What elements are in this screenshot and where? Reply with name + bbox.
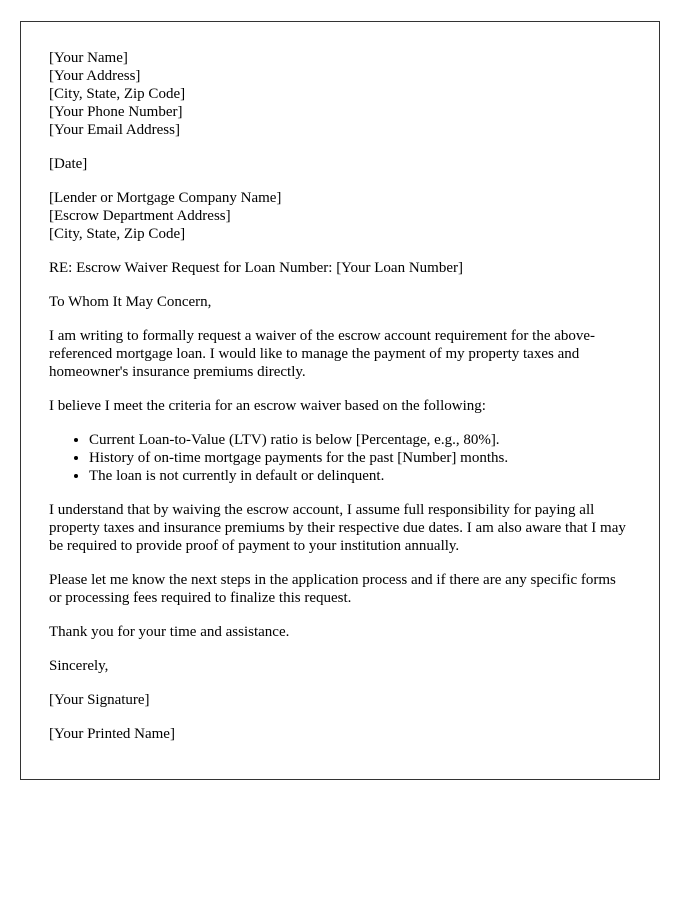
responsibility-paragraph: I understand that by waiving the escrow account, I assume full responsibility for paying all property taxes and insurance premiums by their respective due dates. I am also aware that I may be required to provide proof of payment to your institution annually. bbox=[49, 502, 626, 554]
recipient-name: [Lender or Mortgage Company Name] bbox=[49, 190, 282, 206]
sender-email: [Your Email Address] bbox=[49, 122, 180, 138]
sender-phone: [Your Phone Number] bbox=[49, 104, 183, 120]
letter-date: [Date] bbox=[49, 156, 88, 172]
criteria-item-payment-history: • History of on-time mortgage payments for the past [Number] months. bbox=[89, 449, 631, 467]
salutation: To Whom It May Concern, bbox=[49, 294, 212, 310]
subject-line: RE: Escrow Waiver Request for Loan Number: [Your Loan Number] bbox=[49, 260, 463, 276]
thanks-paragraph: Thank you for your time and assistance. bbox=[49, 624, 290, 640]
letter bbox=[20, 21, 660, 780]
criteria-intro-paragraph: I believe I meet the criteria for an escrow waiver based on the following: bbox=[49, 398, 486, 414]
sender-name: [Your Name] bbox=[49, 50, 128, 66]
sender-block bbox=[49, 49, 631, 139]
printed-name: [Your Printed Name] bbox=[49, 726, 175, 742]
signature-placeholder: [Your Signature] bbox=[49, 692, 150, 708]
intro-paragraph: I am writing to formally request a waiver of the escrow account requirement for the above-referenced mortgage loan. I would like to manage the payment of my property taxes and homeowner's insurance premiums directly. bbox=[49, 328, 596, 380]
recipient-city-state-zip: [City, State, Zip Code] bbox=[49, 226, 186, 242]
recipient-block bbox=[49, 189, 631, 243]
closing: Sincerely, bbox=[49, 658, 109, 674]
criteria-item-ltv: • Current Loan-to-Value (LTV) ratio is below [Percentage, e.g., 80%]. bbox=[89, 431, 631, 449]
criteria-item-not-default: • The loan is not currently in default or delinquent. bbox=[89, 467, 631, 485]
next-steps-paragraph: Please let me know the next steps in the application process and if there are any specific forms or processing fees required to finalize this request. bbox=[49, 572, 616, 606]
recipient-address: [Escrow Department Address] bbox=[49, 208, 231, 224]
sender-city-state-zip: [City, State, Zip Code] bbox=[49, 86, 186, 102]
sender-address: [Your Address] bbox=[49, 68, 141, 84]
criteria-list bbox=[49, 431, 631, 485]
